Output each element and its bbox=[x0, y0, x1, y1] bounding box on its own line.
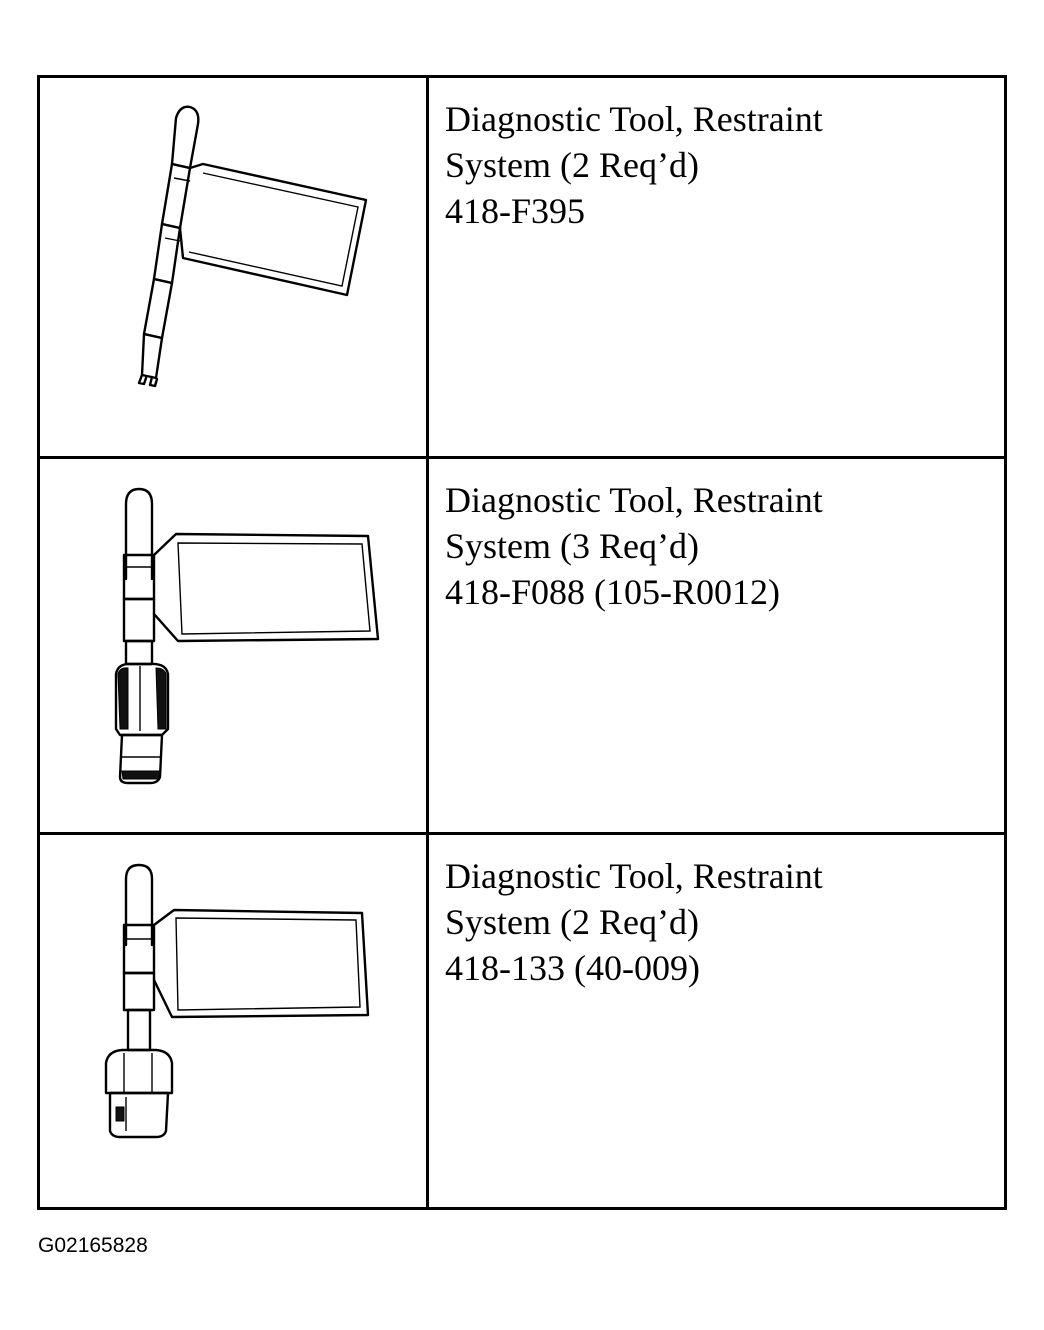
figure-id: G02165828 bbox=[38, 1234, 148, 1257]
tool-illustration-418-f088 bbox=[40, 459, 426, 835]
tool-row-3 bbox=[40, 835, 1004, 1207]
tool-name-line-2: System (3 Req’d) bbox=[445, 526, 699, 566]
tool-part-number: 418-133 (40-009) bbox=[445, 948, 700, 988]
tool-part-number: 418-F395 bbox=[445, 191, 586, 231]
tool-description bbox=[445, 477, 985, 615]
tool-name-line-1: Diagnostic Tool, Restraint bbox=[445, 480, 823, 520]
tool-row-1 bbox=[40, 78, 1004, 459]
tool-name-line-2: System (2 Req’d) bbox=[445, 902, 699, 942]
tool-description bbox=[445, 96, 985, 234]
tool-name-line-1: Diagnostic Tool, Restraint bbox=[445, 856, 823, 896]
tool-name-line-2: System (2 Req’d) bbox=[445, 145, 699, 185]
tool-name-line-1: Diagnostic Tool, Restraint bbox=[445, 99, 823, 139]
special-tools-table bbox=[37, 75, 1007, 1210]
tool-illustration-418-f395 bbox=[40, 78, 426, 459]
tool-row-2 bbox=[40, 459, 1004, 835]
tool-description bbox=[445, 853, 985, 991]
tool-part-number: 418-F088 (105-R0012) bbox=[445, 572, 780, 612]
tool-illustration-418-133 bbox=[40, 835, 426, 1207]
